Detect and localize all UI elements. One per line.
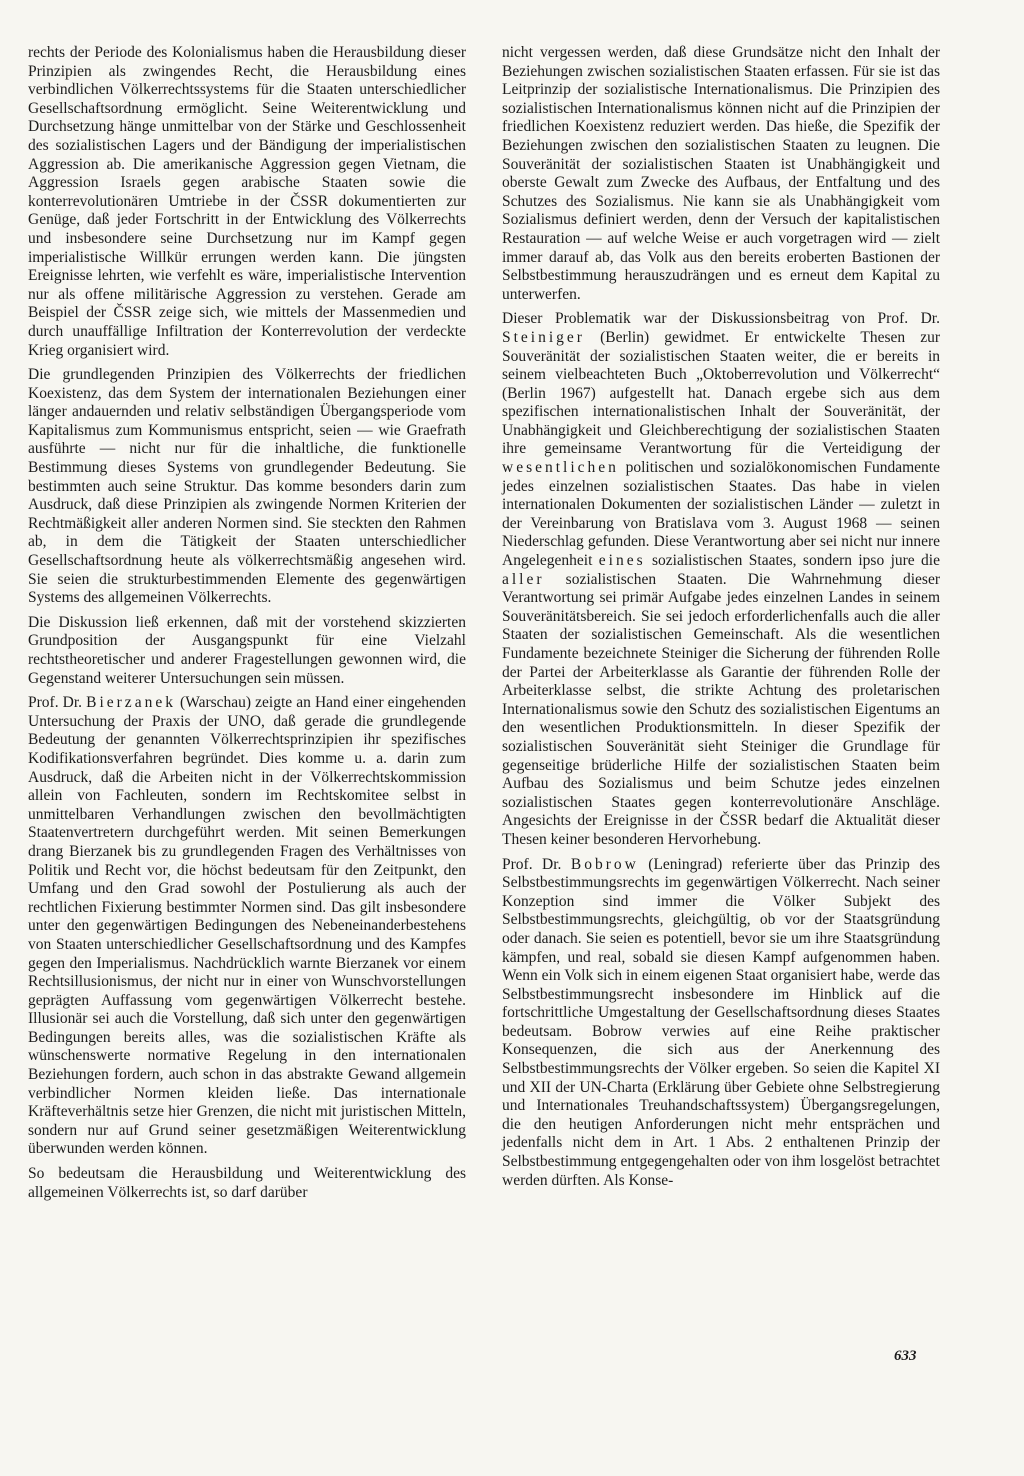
paragraph	[502, 310, 940, 849]
paragraph: nicht vergessen werden, daß diese Grundsätze nicht den Inhalt der Beziehungen zwischen sozialistischen Staaten erfassen. Für sie ist das Leitprinzip der sozialistische Internationalismus. Die Prinzipien des sozialistischen Internationalismus können nicht auf die Prinzipien der friedlichen Koexistenz reduziert werden. Das hieße, die Spezifik der Beziehungen zwischen den sozialistischen Staaten zu leugnen. Die Souveränität der sozialistischen Staaten ist Unabhängigkeit und oberste Gewalt zum Zwecke des Aufbaus, der Entfaltung und des Schutzes des Sozialismus. Nie kann sie als Unabhängigkeit vom Sozialismus definiert werden, denn der Versuch der kapitalistischen Restauration — auf welche Weise er auch vorgetragen wird — zielt immer darauf ab, das Volk aus den bereits eroberten Bastionen der Selbstbestimmung herauszudrängen und es erneut dem Kapital zu unterwerfen.	[502, 44, 940, 303]
paragraph	[28, 694, 466, 1159]
paragraph	[502, 856, 940, 1191]
left-column	[28, 44, 466, 1208]
paragraph-text: (Warschau) zeigte an Hand einer eingehenden Untersuchung der Praxis der UNO, daß gerade die grundlegende Bedeutung der genannten Völkerrechtsprinzipien ihr spezifisches Kodifikationsverfahren begründet. Dies komme u. a. darin zum Ausdruck, daß die Arbeiten nicht in der Völkerrechtskommission allein von Fachleuten, sondern im Rechtskomitee selbst in unmittelbaren Verhandlungen zwischen den bevollmächtigten Staatenvertretern durchgeführt werden. Mit seinen Bemerkungen drang Bierzanek bis zu grundlegenden Fragen des Verhältnisses von Politik und Recht vor, die höchst bedeutsam für den Zeitpunkt, den Umfang und den Grad sowohl der Postulierung als auch der rechtlichen Fixierung bestimmter Normen sind. Das gilt insbesondere unter den gegenwärtigen Bedingungen des Nebeneinanderbestehens von Staaten unterschiedlicher Gesellschaftsordnung und des Kampfes gegen den Imperialismus. Nachdrücklich warnte Bierzanek vor einem Rechtsillusionismus, der nicht nur in einer von Wunschvorstellungen geprägten Auffassung vom gegenwärtigen Völkerrecht bestehe. Illusionär sei auch die Vorstellung, daß sich unter den gegenwärtigen Bedingungen bereits alles, was die sozialistischen Kräfte als wünschenswerte normative Regelung in den internationalen Beziehungen fordern, auch schon in das abstrakte Gewand allgemein verbindlicher Normen kleiden ließe. Das internationale Kräfteverhältnis setze hier Grenzen, die nicht mit juristischen Mitteln, sondern nur auf Grund seiner gesetzmäßigen Weiterentwicklung überwunden werden können.	[28, 694, 467, 1158]
paragraph-lead: Prof. Dr.	[28, 694, 83, 712]
speaker-name: Steiniger	[502, 328, 585, 346]
paragraph-text: politischen und sozialökonomischen Fundamente jedes einzelnen sozialistischen Staates. Das habe in vielen internationalen Dokumenten der sozialistischen Länder — zuletzt in der Vereinbarung von Bratislava vom 3. August 1968 — seinen Niederschlag gefunden. Diese Verantwortung aber sei nicht nur innere Angelegenheit	[502, 459, 940, 570]
right-column	[502, 44, 940, 1196]
paragraph-text: sozialistischen Staaten. Die Wahrnehmung dieser Verantwortung sei primär Aufgabe jedes einzelnen Landes in seinem Souveränitätsbereich. Sie sei jedoch erforderlichenfalls auch die aller Staaten der sozialistischen Gemeinschaft. Als die wesentlichen Fundamente bezeichnete Steiniger die Sicherung der führenden Rolle der Partei der Arbeiterklasse als Garantie der führenden Rolle der Arbeiterklasse selbst, die strikte Achtung des proletarischen Internationalismus sowie den Schutz des sozialistischen Eigentums an den wesentlichen Produktionsmitteln. In dieser Spezifik der sozialistischen Souveränität sieht Steiniger die Grundlage für gegenseitige brüderliche Hilfe der sozialistischen Staaten beim Aufbau des Sozialismus und beim Schutze jedes einzelnen sozialistischen Staates gegen konterrevolutionäre Anschläge. Angesichts der Ereignisse in der ČSSR bedarf die Aktualität dieser Thesen keiner besonderen Hervorhebung.	[502, 570, 941, 848]
speaker-name: Bierzanek	[86, 694, 176, 712]
paragraph: Die grundlegenden Prinzipien des Völkerrechts der friedlichen Koexistenz, das dem System der internationalen Beziehungen einer länger andauernden und relativ selbständigen Übergangsperiode vom Kapitalismus zum Kommunismus entspricht, seien — wie Graefrath ausführte — nicht nur für die inhaltliche, die funktionelle Bestimmung dieses Systems von grundlegender Bedeutung. Sie bestimmten auch seine Struktur. Das komme besonders darin zum Ausdruck, daß diese Prinzipien als zwingende Normen Kriterien der Rechtmäßigkeit aller anderen Normen sind. Sie steckten den Rahmen ab, in dem die Tätigkeit der Staaten unterschiedlicher Gesellschaftsordnung heute als völkerrechtsmäßig angesehen wird. Sie seien die strukturbestimmenden Elemente des gegenwärtigen Systems des allgemeinen Völkerrechts.	[28, 366, 466, 607]
paragraph: Die Diskussion ließ erkennen, daß mit der vorstehend skizzierten Grundposition der Ausgangspunkt für eine Vielzahl rechtstheoretischer und anderer Fragestellungen gewonnen wird, die Gegenstand weiterer Untersuchungen sein müssen.	[28, 613, 466, 687]
emphasis: wesentlichen	[502, 459, 619, 477]
page-number: 633	[894, 1348, 917, 1364]
paragraph: So bedeutsam die Herausbildung und Weiterentwicklung des allgemeinen Völkerrechts ist, so darf darüber	[28, 1165, 466, 1201]
emphasis: eines	[598, 552, 646, 570]
paragraph-text: (Berlin) gewidmet. Er entwickelte Thesen zur Souveränität der sozialistischen Staaten weiter, die er bereits in seinem vielbeachteten Buch „Oktoberrevolution und Völkerrecht“ (Berlin 1967) aufgestellt hat. Danach ergebe sich aus dem spezifischen internationalistischen Inhalt der Souveränität, der Unabhängigkeit und Gleichberechtigung der sozialistischen Staaten ihre gemeinsame Verantwortung für die Verteidigung der	[502, 328, 940, 458]
paragraph-lead: Dieser Problematik war der Diskussionsbeitrag von Prof. Dr.	[502, 310, 940, 328]
paragraph-text: sozialistischen Staates, sondern ipso jure die	[652, 552, 940, 570]
paragraph-text: (Leningrad) referierte über das Prinzip des Selbstbestimmungsrechts im gegenwärtigen Völkerrecht. Nach seiner Konzeption sind immer die Völker Subjekt des Selbstbestimmungsrechts, gleichgültig, ob vor der Staatsgründung oder danach. Sie seien es potentiell, bevor sie um ihre Staatsgründung kämpfen, und real, sobald sie diesen Kampf aufgenommen haben. Wenn ein Volk sich in einem eigenen Staat organisiert habe, werde das Selbstbestimmungsrecht insbesondere im Hinblick auf die fortschrittliche Umgestaltung der Gesellschaftsordnung dieses Staates bedeutsam. Bobrow verwies auf eine Reihe praktischer Konsequenzen, die sich aus der Anerkennung des Selbstbestimmungsrechts der Völker ergeben. So seien die Kapitel XI und XII der UN-Charta (Erklärung über Gebiete ohne Selbstregierung und Internationales Treuhandschaftssystem) Übergangsregelungen, die den heutigen Anforderungen nicht mehr entsprächen und jedenfalls nicht dem in Art. 1 Abs. 2 enthaltenen Prinzip der Selbstbestimmung entgegengehalten oder von ihm losgelöst betrachtet werden dürften. Als Konse-	[502, 855, 941, 1189]
paragraph: rechts der Periode des Kolonialismus haben die Herausbildung dieser Prinzipien als zwingendes Recht, die Herausbildung eines verbindlichen Völkerrechtssystems für die Staaten unterschiedlicher Gesellschaftsordnung ermöglicht. Seine Weiterentwicklung und Durchsetzung hänge unmittelbar von der Stärke und Geschlossenheit des sozialistischen Lagers und der Bändigung der imperialistischen Aggression ab. Die amerikanische Aggression gegen Vietnam, die Aggression Israels gegen arabische Staaten sowie die konterrevolutionären Umtriebe in der ČSSR dokumentierten zur Genüge, daß jeder Fortschritt in der Entwicklung des Völkerrechts und insbesondere seine Durchsetzung nur im Kampf gegen imperialistische Willkür errungen werden kann. Die jüngsten Ereignisse lehrten, wie verfehlt es wäre, imperialistische Intervention nur als offene militärische Aggression zu verstehen. Gerade am Beispiel der ČSSR zeige sich, wie mittels der Massenmedien und durch unauffällige Infiltration der Konterrevolution der verdeckte Krieg organisiert wird.	[28, 44, 466, 359]
paragraph-lead: Prof. Dr.	[502, 855, 562, 873]
speaker-name: Bobrow	[570, 855, 639, 873]
emphasis: aller	[502, 570, 545, 588]
